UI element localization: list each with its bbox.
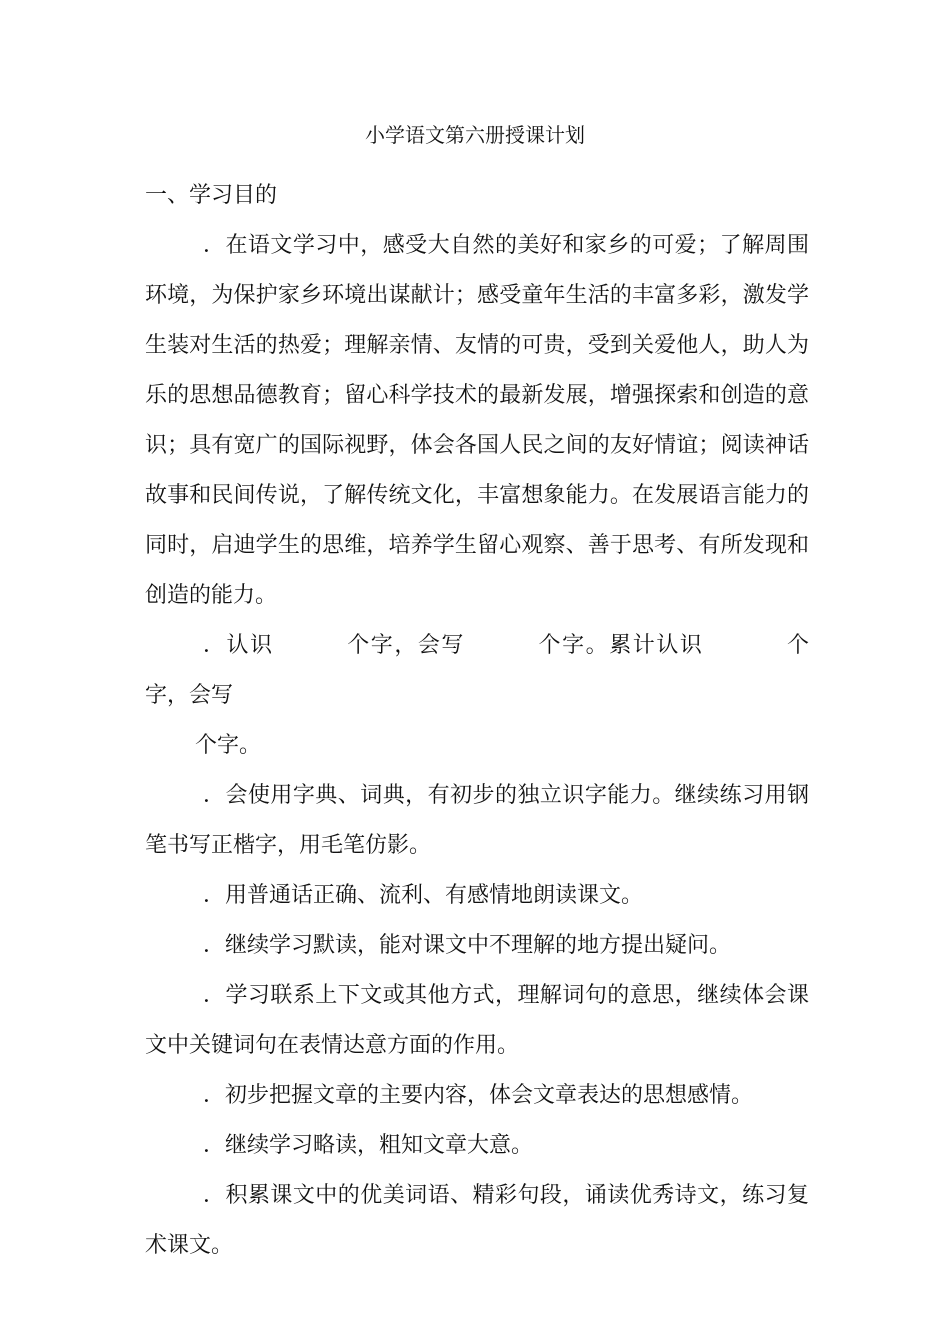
paragraph-goal-5: ．继续学习默读，能对课文中不理解的地方提出疑问。 <box>203 933 732 958</box>
paragraph-goal-9: ．积累课文中的优美词语、精彩句段，诵读优秀诗文，练习复术课文。 <box>145 1183 809 1258</box>
paragraph-goal-2 <box>145 621 809 721</box>
literacy-text-2: 个字，会写 <box>345 633 465 658</box>
paragraph-goal-8: ．继续学习略读，粗知文章大意。 <box>203 1133 534 1158</box>
paragraph-goal-6: ．学习联系上下文或其他方式，理解词句的意思，继续体会课文中关键词句在表情达意方面的作用。 <box>145 983 809 1058</box>
literacy-text-3: 个字。累计认识 <box>537 633 704 658</box>
paragraph-goal-2-continued: 个字。 <box>195 733 262 758</box>
literacy-text-1: ．认识 <box>203 633 274 658</box>
section-heading: 一、学习目的 <box>145 183 278 208</box>
paragraph-goal-1: ．在语文学习中，感受大自然的美好和家乡的可爱；了解周围环境，为保护家乡环境出谋献计；感受童年生活的丰富多彩，激发学生装对生活的热爱；理解亲情、友情的可贵，受到关爱他人，助人为乐的思想品德教育；留心科学技术的最新发展，增强探索和创造的意识；具有宽广的国际视野，体会各国人民之间的友好情谊；阅读神话故事和民间传说，了解传统文化，丰富想象能力。在发展语言能力的同时，启迪学生的思维，培养学生留心观察、善于思考、有所发现和创造的能力。 <box>145 233 809 608</box>
document-body <box>145 171 809 1271</box>
paragraph-goal-4: ．用普通话正确、流利、有感情地朗读课文。 <box>203 883 644 908</box>
document-title: 小学语文第六册授课计划 <box>365 123 585 147</box>
paragraph-goal-3: ．会使用字典、词典，有初步的独立识字能力。继续练习用钢笔书写正楷字，用毛笔仿影。 <box>145 783 809 858</box>
paragraph-goal-7: ．初步把握文章的主要内容，体会文章表达的思想感情。 <box>203 1083 754 1108</box>
literacy-text-4: 个字，会写 <box>145 633 809 708</box>
